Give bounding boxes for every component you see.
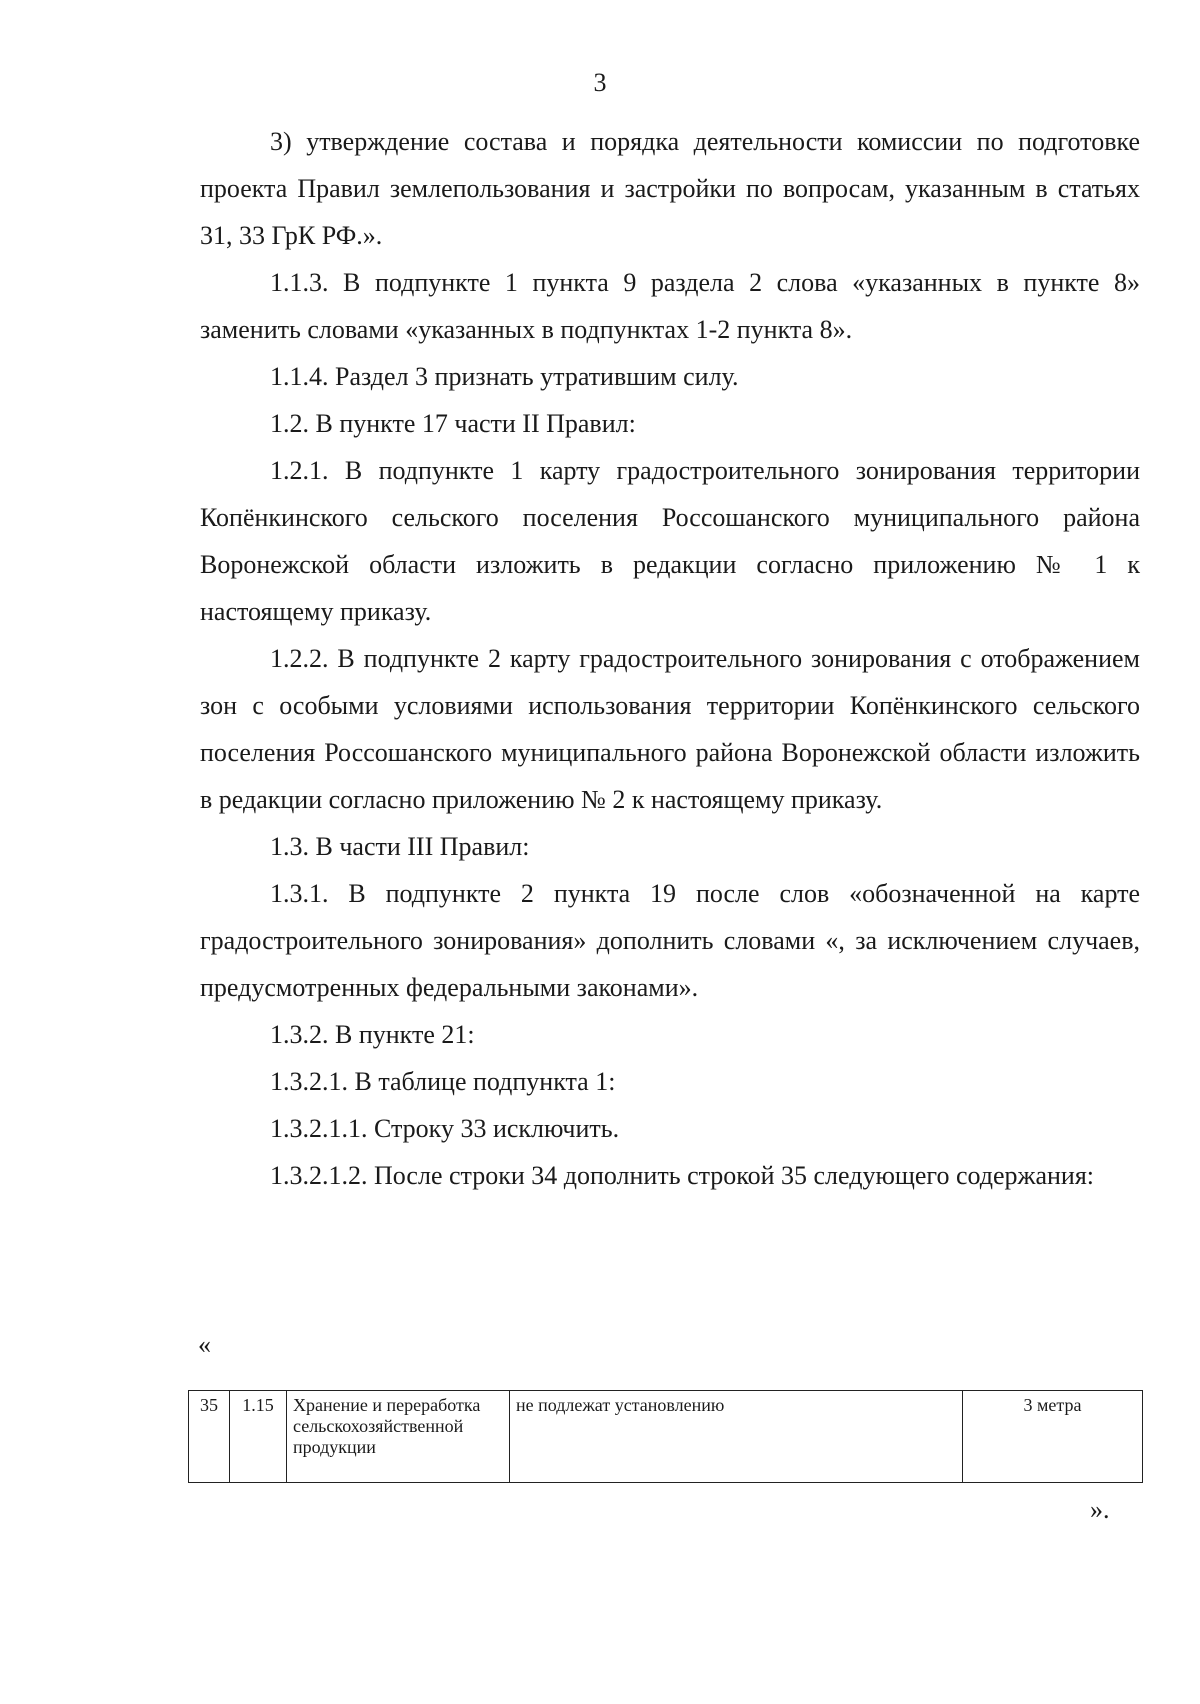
opening-quote-mark: « (198, 1330, 211, 1359)
paragraph-1-3-2: 1.3.2. В пункте 21: (270, 1020, 475, 1049)
paragraph-1-2-2: 1.2.2. В подпункте 2 карту градостроительного зонирования с отображением зон с особыми условиями использования территории Копёнкинского сельского поселения Россошанского муниципального района Воронежской области изложить в редакции согласно приложению № 2 к настоящему приказу. (200, 644, 1140, 814)
page-number: 3 (593, 68, 607, 97)
paragraph-1-3-2-1-1: 1.3.2.1.1. Строку 33 исключить. (270, 1114, 620, 1143)
paragraph-1-1-4: 1.1.4. Раздел 3 признать утратившим силу. (270, 362, 739, 391)
paragraph-1-3-2-1-2: 1.3.2.1.2. После строки 34 дополнить строкой 35 следующего содержания: (270, 1161, 1095, 1190)
document-body (200, 118, 1140, 1199)
paragraph-item-3: 3) утверждение состава и порядка деятельности комиссии по подготовке проекта Правил землепользования и застройки по вопросам, указанным в статьях 31, 33 ГрК РФ.». (200, 127, 1140, 250)
row-name-cell: Хранение и переработка сельскохозяйственной продукции (287, 1391, 510, 1483)
paragraph-1-3: 1.3. В части III Правил: (270, 832, 530, 861)
row-size-cell: не подлежат установлению (510, 1391, 963, 1483)
paragraph-1-1-3: 1.1.3. В подпункте 1 пункта 9 раздела 2 слова «указанных в пункте 8» заменить словами «указанных в подпунктах 1-2 пункта 8». (200, 268, 1140, 344)
paragraph-1-3-2-1: 1.3.2.1. В таблице подпункта 1: (270, 1067, 616, 1096)
row-setback-cell: 3 метра (963, 1391, 1143, 1483)
table-row (189, 1391, 1143, 1483)
paragraph-1-2: 1.2. В пункте 17 части II Правил: (270, 409, 636, 438)
closing-quote-mark: ». (1090, 1495, 1110, 1524)
row-code-cell: 1.15 (230, 1391, 287, 1483)
amendment-table (188, 1390, 1143, 1483)
paragraph-1-2-1: 1.2.1. В подпункте 1 карту градостроительного зонирования территории Копёнкинского сельского поселения Россошанского муниципального района Воронежской области изложить в редакции согласно приложению № 1 к настоящему приказу. (200, 456, 1140, 626)
row-number-cell: 35 (189, 1391, 230, 1483)
paragraph-1-3-1: 1.3.1. В подпункте 2 пункта 19 после слов «обозначенной на карте градостроительного зонирования» дополнить словами «, за исключением случаев, предусмотренных федеральными законами». (200, 879, 1140, 1002)
